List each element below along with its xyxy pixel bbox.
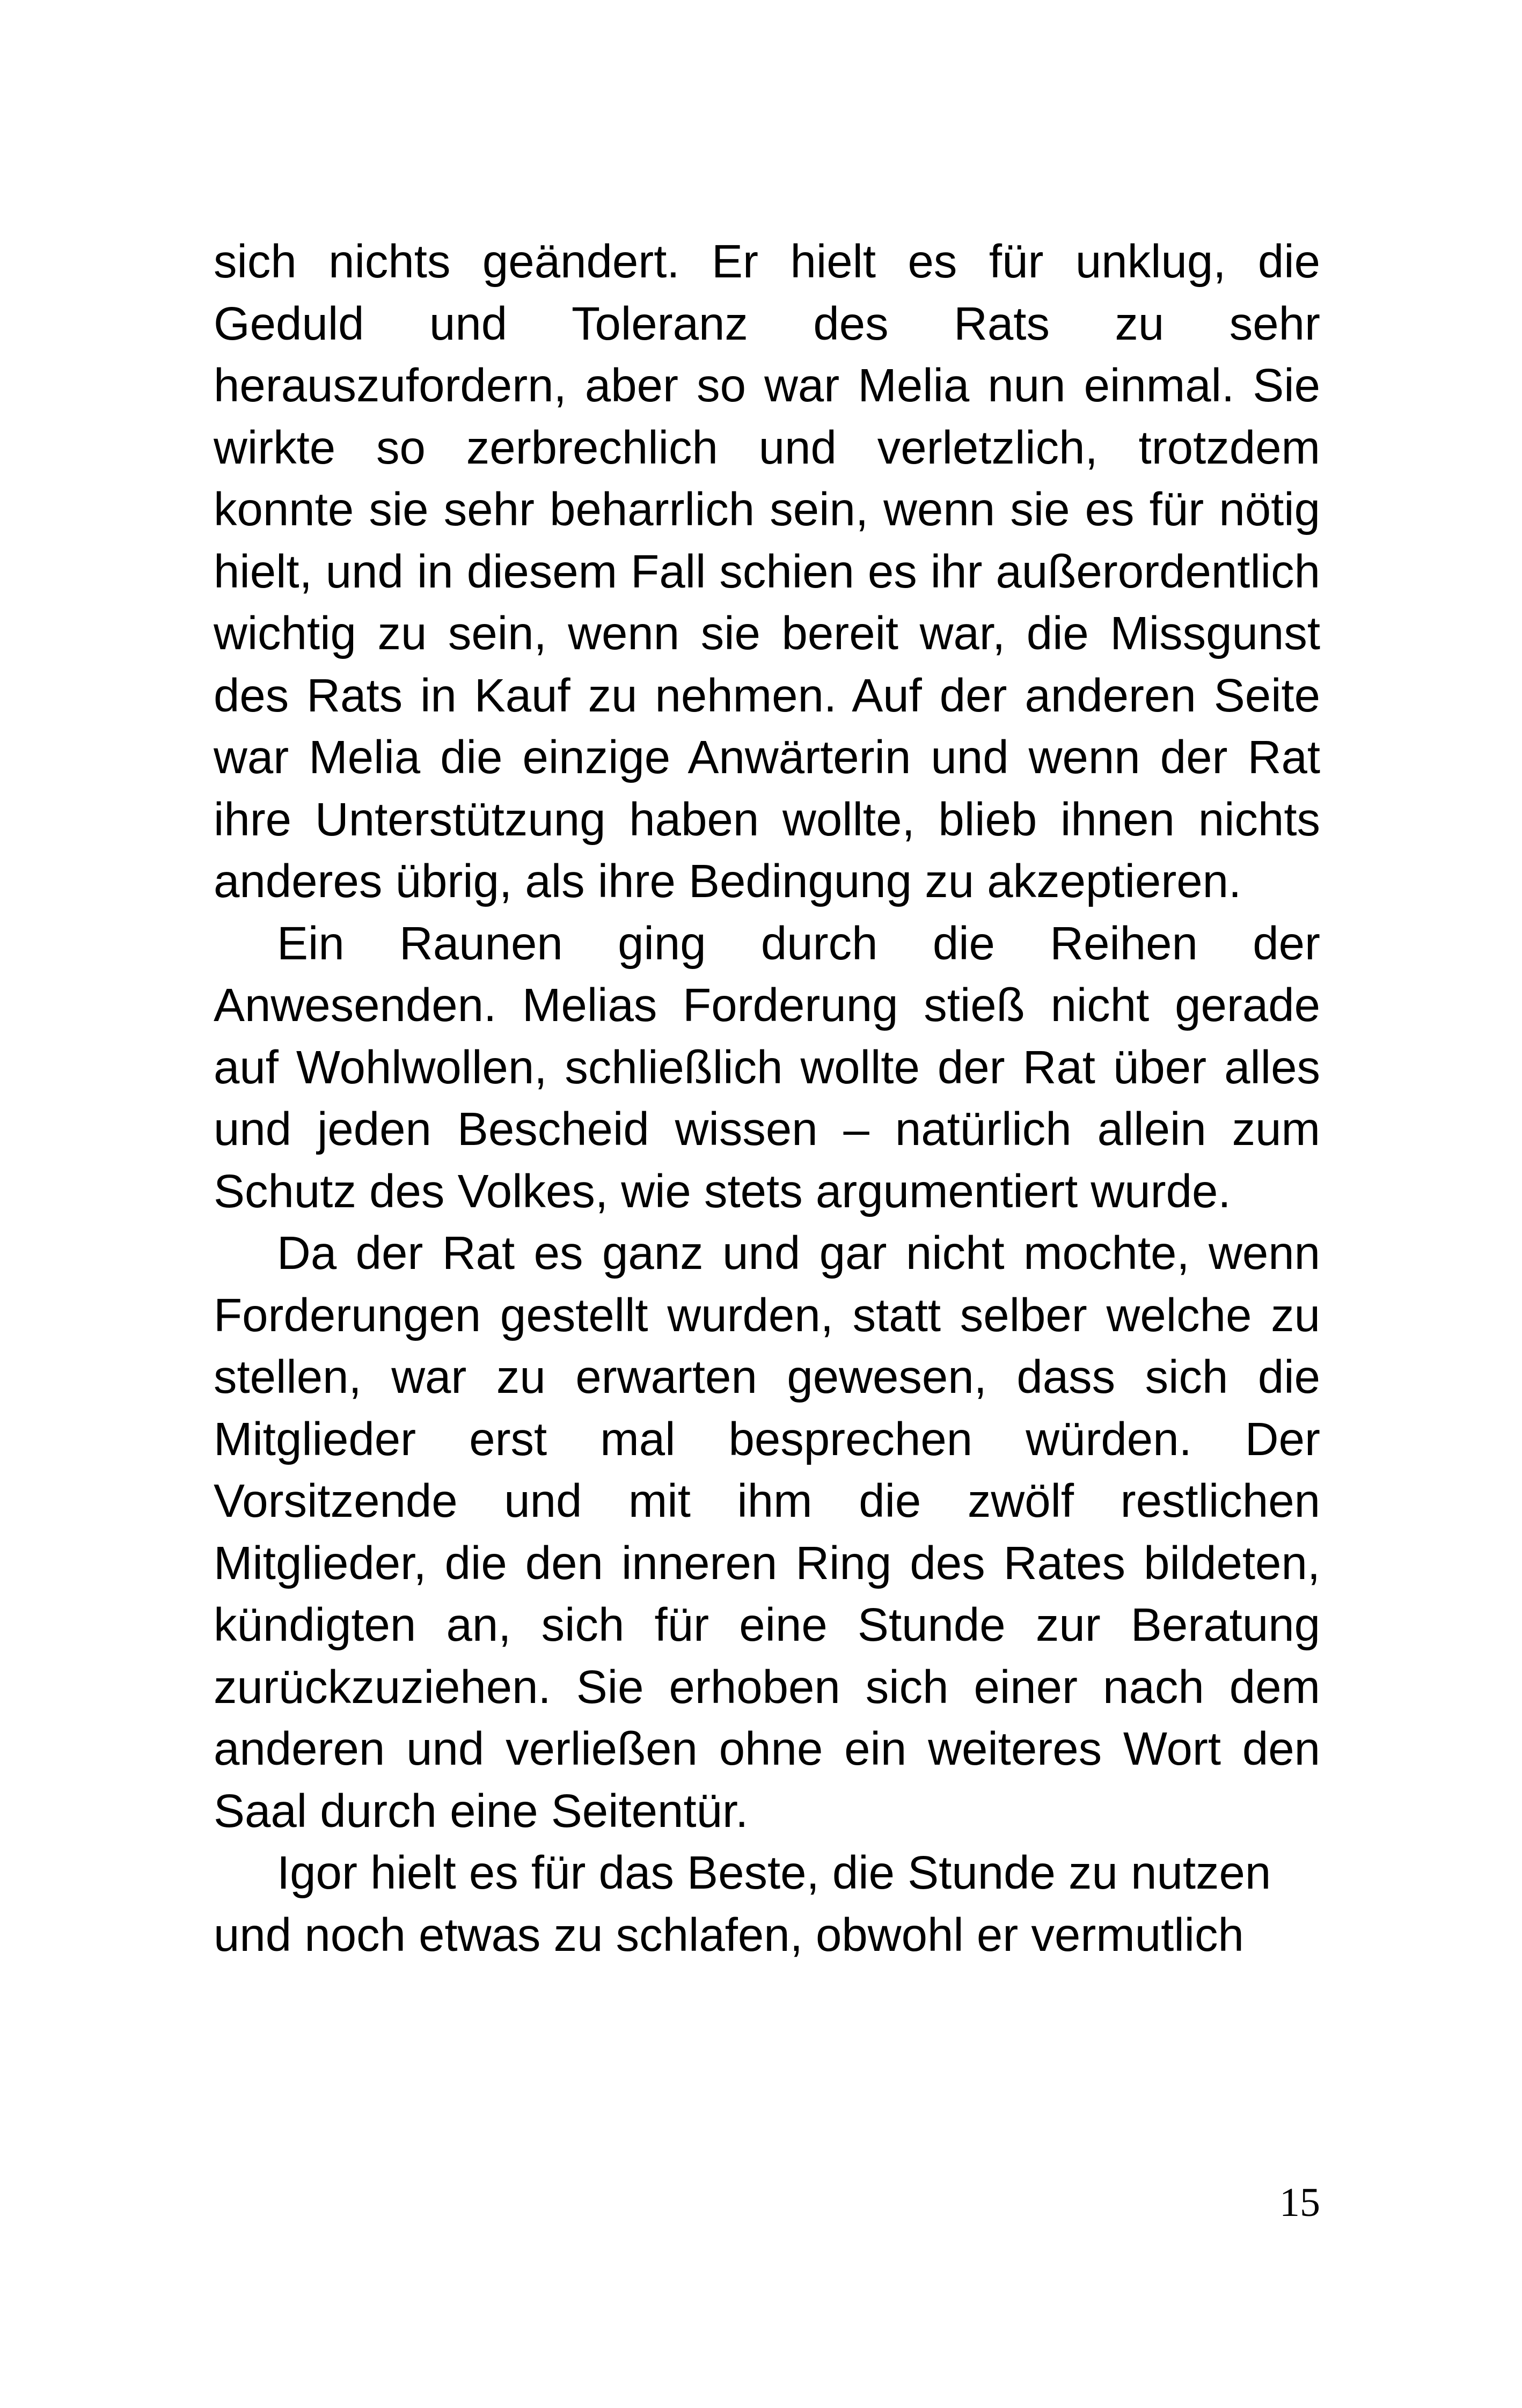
paragraph-3: Da der Rat es ganz und gar nicht mochte, wenn Forderungen gestellt wurden, statt selber welche zu stellen, war zu erwarten gewesen, dass sich die Mitglieder erst mal besprechen würden. Der Vorsitzende und mit ihm die zwölf restlichen Mitglieder, die den inneren Ring des Rates bildeten, kündigten an, sich für eine Stunde zur Beratung zurückzuziehen. Sie erhoben sich einer nach dem anderen und verließen ohne ein weiteres Wort den Saal durch eine Seitentür. xyxy=(214,1227,1320,1837)
page-number: 15 xyxy=(1279,2180,1320,2225)
paragraph-4: Igor hielt es für das Beste, die Stunde zu nutzen und noch etwas zu schlafen, obwohl er vermutlich xyxy=(214,1847,1271,1961)
paragraph-2: Ein Raunen ging durch die Reihen der Anwesenden. Melias Forderung stieß nicht gerade auf Wohlwollen, schließlich wollte der Rat über alles und jeden Bescheid wissen – natürlich allein zum Schutz des Volkes, wie stets argumentiert wurde. xyxy=(214,917,1320,1217)
body-text xyxy=(214,231,1320,1966)
paragraph-1: sich nichts geändert. Er hielt es für unklug, die Geduld und Toleranz des Rats zu sehr herauszufordern, aber so war Melia nun einmal. Sie wirkte so zerbrechlich und verletzlich, trotzdem konnte sie sehr beharrlich sein, wenn sie es für nötig hielt, und in diesem Fall schien es ihr außerordentlich wichtig zu sein, wenn sie bereit war, die Missgunst des Rats in Kauf zu nehmen. Auf der anderen Seite war Melia die einzige Anwärterin und wenn der Rat ihre Unterstützung haben wollte, blieb ihnen nichts anderes übrig, als ihre Bedingung zu akzeptieren. xyxy=(214,236,1320,907)
